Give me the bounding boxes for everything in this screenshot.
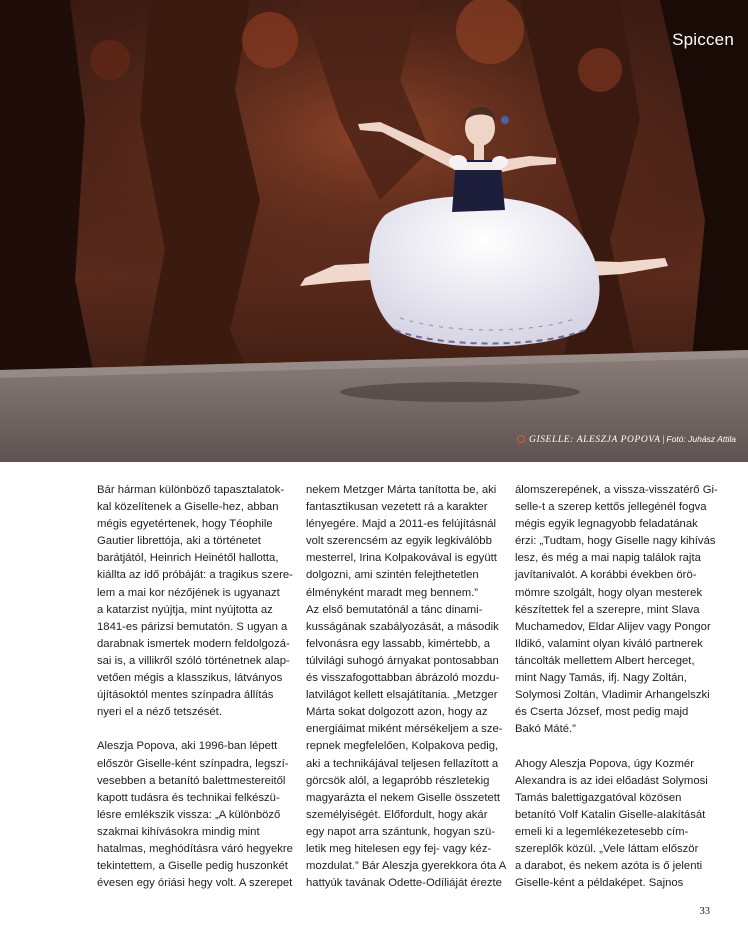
text-line: újításoktól mentes színpadra állítás — [97, 689, 274, 702]
text-line: Márta sokat dolgozott azon, hogy az — [306, 706, 488, 719]
text-line: darabnak ismertek modern feldolgozá- — [97, 637, 290, 650]
text-line: Aleszja Popova, aki 1996-ban lépett — [97, 740, 278, 753]
paragraph-gap — [97, 721, 297, 738]
text-line: és Cserta József, most pedig majd — [515, 706, 689, 719]
text-column-3 — [515, 482, 718, 892]
text-line: a darabot, és nekem azóta is ő jelenti — [515, 860, 703, 873]
text-line: volt szerencsém az egyik legkiválóbb — [306, 535, 492, 548]
text-line: először Giselle-ként színpadra, legszí- — [97, 757, 289, 770]
text-line: kal közelítenek a Giselle-hez, abban — [97, 501, 279, 514]
text-line: szereplők közül. „Vele láttam először — [515, 842, 699, 855]
text-line: szakmai kihívásokra mindig mint — [97, 825, 260, 838]
text-line: Giselle-ként a példaképet. Sajnos — [515, 877, 684, 890]
text-line: sai is, a villikről szóló történetnek alap- — [97, 654, 290, 667]
text-line: 1841-es párizsi bemutatón. S ugyan a — [97, 620, 288, 633]
text-line: egy napot arra szántunk, hogyan szü- — [306, 825, 496, 838]
text-line: görcsök alól, a legapróbb részletekig — [306, 774, 490, 787]
text-line: letik meg hitelesen egy fej- vagy kéz- — [306, 842, 492, 855]
hero-photo — [0, 0, 748, 462]
text-column-2 — [306, 482, 506, 892]
ballet-photo-illustration — [0, 0, 748, 462]
page-number: 33 — [699, 906, 710, 917]
paragraph-gap — [515, 738, 715, 755]
section-label: Spiccen — [672, 30, 734, 49]
text-line: hattyúk tavának Odette-Odíliáját érezte — [306, 877, 502, 890]
text-line: Bakó Máté.” — [515, 723, 576, 736]
photo-caption — [517, 434, 736, 445]
text-line: Ahogy Aleszja Popova, úgy Kozmér — [515, 757, 694, 770]
text-line: vesebben a betanító balettmestereitől — [97, 774, 286, 787]
text-line: javítanivalót. A korábbi években örö- — [515, 569, 697, 582]
text-line: kapott tudásra és technikai felkészü- — [97, 791, 280, 804]
text-line: fantasztikusan vezetett rá a karakter — [306, 501, 488, 514]
text-line: Muchamedov, Eldar Alijev vagy Pongor — [515, 620, 711, 633]
text-line: magyarázta el nekem Giselle összetett — [306, 791, 501, 804]
text-line: tekintettem, a Giselle pedig huszonkét — [97, 860, 288, 873]
text-line: mégis egyik legnagyobb feladatának — [515, 518, 698, 531]
text-column-1 — [97, 482, 297, 892]
text-line: készítettek fel a szerepre, mint Slava — [515, 603, 700, 616]
text-line: repnek megfelelően, Kolpakova pedig, — [306, 740, 499, 753]
text-line: Alexandra is az idei előadást Solymosi — [515, 774, 708, 787]
text-line: Ildikó, valamint olyan kiváló partnerek — [515, 637, 703, 650]
text-line: Tamás balettigazgatóval közösen — [515, 791, 682, 804]
text-line: nekem Metzger Márta tanította be, aki — [306, 484, 497, 496]
text-line: lem a mai kor nézőjének is ugyanazt — [97, 586, 280, 599]
text-line: táncolták mellettem Albert herceget, — [515, 654, 695, 667]
text-line: és visszafogottabban ábrázoló mozdu- — [306, 672, 500, 685]
text-line: a katarzist nyújtja, mint nyújtotta az — [97, 603, 273, 616]
caption-separator: | — [662, 435, 665, 445]
caption-bullet-icon — [517, 435, 525, 443]
text-line: lényegére. Majd a 2011-es felújításnál — [306, 518, 497, 531]
text-line: mint Nagy Tamás, ifj. Nagy Zoltán, — [515, 672, 687, 685]
text-line: latvilágot kellett elsajátítania. „Metzger — [306, 689, 498, 702]
text-line: kiállta az idő próbáját: a tragikus szere- — [97, 569, 293, 582]
text-line: kusságának szabályozását, a második — [306, 620, 499, 633]
text-line: nyeri el a néző tetszését. — [97, 706, 222, 719]
text-line: mégis egyetértenek, hogy Téophile — [97, 518, 273, 531]
text-line: személyiségét. Előfordult, hogy akár — [306, 808, 488, 821]
text-line: élményként maradt meg bennem.” — [306, 586, 479, 599]
text-line: álomszerepének, a vissza-visszatérő Gi- — [515, 484, 718, 496]
text-line: Bár hárman különböző tapasztalatok- — [97, 484, 285, 496]
text-line: aki a technikájával teljesen fellazított a — [306, 757, 499, 770]
text-line: emeli ki a legemlékezetesebb cím- — [515, 825, 689, 838]
text-line: Gautier librettója, aki a történetet — [97, 535, 261, 548]
text-line: vetően mégis a klasszikus, látványos — [97, 672, 283, 685]
photo-credit: Fotó: Juhász Attila — [666, 434, 736, 444]
text-line: túlvilági suhogó árnyakat pontosabban — [306, 654, 499, 667]
text-line: lésre emlékszik vissza: „A különböző — [97, 808, 281, 821]
text-line: érzi: „Tudtam, hogy Giselle nagy kihívás — [515, 535, 716, 548]
text-line: betanító Volf Katalin Giselle-alakítását — [515, 808, 706, 821]
text-line: mozdulat.” Bár Aleszja gyerekkora óta A — [306, 860, 507, 873]
text-line: energiáimat miként mérsékeljem a sze- — [306, 723, 503, 736]
text-line: Solymosi Zoltán, Vladimir Arhangelszki — [515, 689, 710, 702]
text-line: Az első bemutatónál a tánc dinami- — [306, 603, 483, 616]
text-line: mesterrel, Irina Kolpakovával is együtt — [306, 552, 497, 565]
text-line: lesz, és még a mai napig találok rajta — [515, 552, 701, 565]
text-line: dolgozni, ami szintén felejthetetlen — [306, 569, 479, 582]
text-line: évesen egy óriási hegy volt. A szerepet — [97, 877, 293, 890]
caption-title: GISELLE: ALESZJA POPOVA — [528, 435, 661, 445]
text-line: hatalmas, meghódításra váró hegyekre — [97, 842, 293, 855]
text-line: mömre szolgált, hogy olyan mesterek — [515, 586, 703, 599]
text-line: felvonásra egy lassabb, kimértebb, a — [306, 637, 490, 650]
text-line: selle-t a szerep kettős jellegénél fogva — [515, 501, 707, 514]
text-line: barátjától, Heinrich Heinétől hallotta, — [97, 552, 279, 565]
